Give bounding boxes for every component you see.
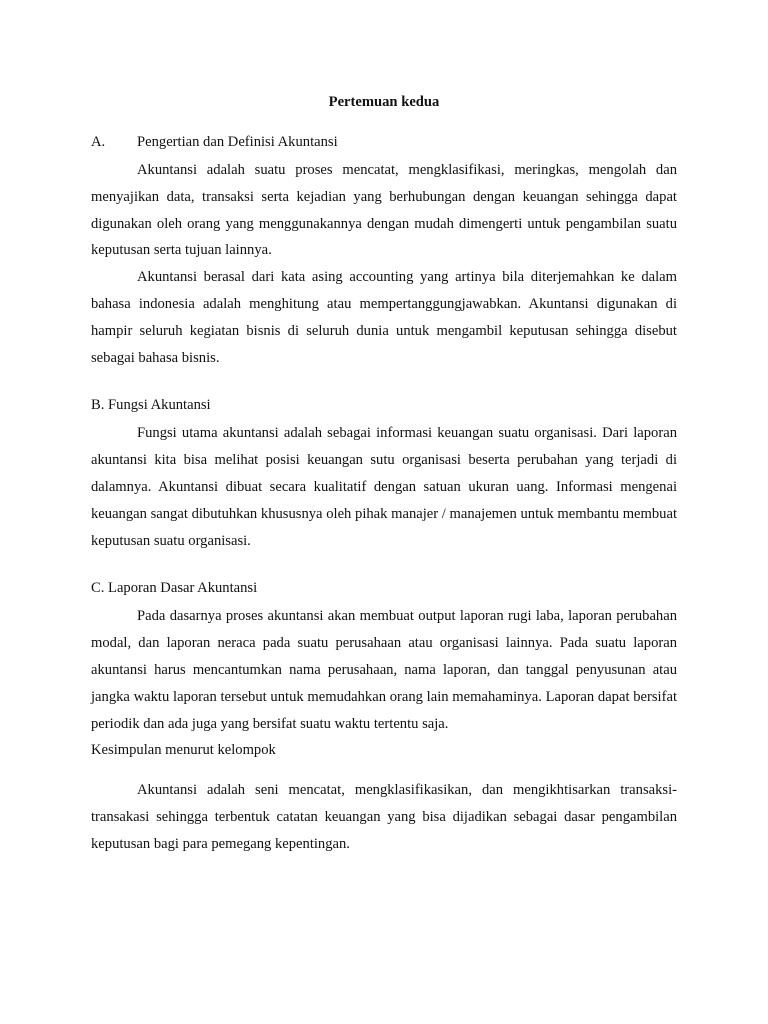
conclusion-paragraph: Akuntansi adalah seni mencatat, mengklasifikasikan, dan mengikhtisarkan transaksi-transakasi sehingga terbentuk catatan keuangan yang bisa dijadikan sebagai dasar pengambilan keputusan bagi para pemegang kepentingan. — [91, 782, 677, 852]
section-c-heading: C. Laporan Dasar Akuntansi — [91, 580, 258, 597]
section-b-heading: B. Fungsi Akuntansi — [91, 397, 211, 414]
section-a-title: Pengertian dan Definisi Akuntansi — [137, 134, 338, 150]
section-c-paragraph: Pada dasarnya proses akuntansi akan membuat output laporan rugi laba, laporan perubahan modal, dan laporan neraca pada suatu perusahaan atau organisasi lainnya. Pada suatu laporan akuntansi harus mencantumkan nama perusahaan, nama laporan, dan tanggal penyusunan atau jangka waktu laporan tersebut untuk memudahkan orang lain memahaminya. Laporan dapat bersifat periodik dan ada juga yang bersifat suatu waktu tertentu saja. — [91, 608, 677, 732]
conclusion-label: Kesimpulan menurut kelompok — [91, 742, 276, 759]
document-page — [91, 91, 677, 858]
spacer — [91, 371, 677, 394]
section-b-paragraph: Fungsi utama akuntansi adalah sebagai informasi keuangan suatu organisasi. Dari laporan akuntansi kita bisa melihat posisi keuangan sutu organisasi beserta perubahan yang terjadi di dalamnya. Akuntansi dibuat secara kualitatif dengan satuan ukuran uang. Informasi mengenai keuangan sangat dibutuhkan khususnya oleh pihak manajer / manajemen untuk membantu membuat keputusan suatu organisasi. — [91, 425, 677, 549]
section-a-paragraph-2: Akuntansi berasal dari kata asing accounting yang artinya bila diterjemahkan ke dalam bahasa indonesia adalah menghitung atau mempertanggungjawabkan. Akuntansi digunakan di hampir seluruh kegiatan bisnis di seluruh dunia untuk mengambil keputusan sehingga disebut sebagai bahasa bisnis. — [91, 269, 677, 366]
section-a-paragraph-1: Akuntansi adalah suatu proses mencatat, mengklasifikasi, meringkas, mengolah dan menyajikan data, transaksi serta kejadian yang berhubungan dengan keuangan sehingga dapat digunakan oleh orang yang menggunakannya dengan mudah dimengerti untuk pengambilan suatu keputusan serta tujuan lainnya. — [91, 162, 677, 259]
section-a-number: A. — [91, 134, 106, 150]
spacer — [91, 554, 677, 577]
page-title: Pertemuan kedua — [328, 94, 440, 110]
section-a-heading — [91, 131, 677, 153]
